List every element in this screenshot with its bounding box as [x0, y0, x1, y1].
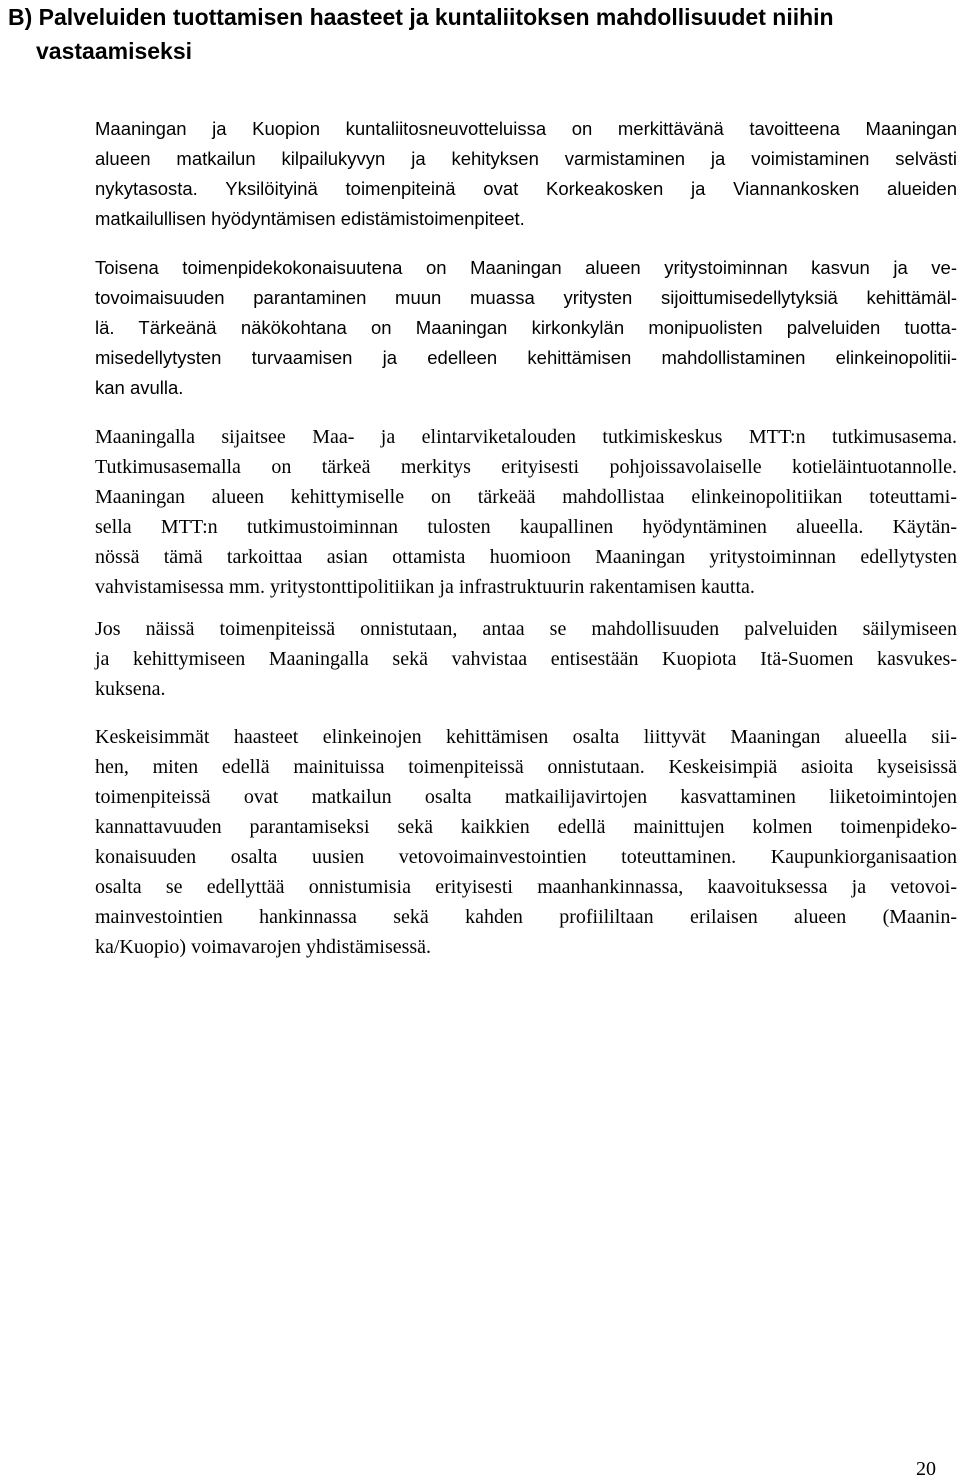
paragraph-research-station [95, 422, 957, 602]
text-line: ja kehittymiseen Maaningalla sekä vahvistaa entisestään Kuopiota Itä-Suomen kasvukes- [95, 648, 957, 670]
text-line: misedellytysten turvaamisen ja edelleen kehittämisen mahdollistaminen elinkeinopolitii- [95, 347, 957, 368]
section-heading-line-2: vastaamiseksi [36, 38, 193, 64]
text-line: kuksena. [95, 678, 166, 700]
page-number: 20 [916, 1458, 936, 1480]
paragraph-challenges [95, 722, 957, 962]
text-line: kannattavuuden parantamiseksi sekä kaikkien edellä mainittujen kolmen toimenpideko- [95, 816, 957, 838]
section-heading [8, 0, 938, 68]
text-line: vahvistamisessa mm. yritystonttipolitiikan ja infrastruktuurin rakentamisen kautta. [95, 576, 755, 598]
text-line: Maaningan alueen kehittymiselle on tärkeää mahdollistaa elinkeinopolitiikan toteuttami- [95, 486, 957, 508]
text-line: kan avulla. [95, 377, 184, 398]
text-line: nykytasosta. Yksilöityinä toimenpiteinä ovat Korkeakosken ja Viannankosken alueiden [95, 178, 957, 199]
text-line: matkailullisen hyödyntämisen edistämistoimenpiteet. [95, 208, 525, 229]
text-line: nössä tämä tarkoittaa asian ottamista huomioon Maaningan yritystoiminnan edellytysten [95, 546, 957, 568]
text-line: Toisena toimenpidekokonaisuutena on Maaningan alueen yritystoiminnan kasvun ja ve- [95, 257, 957, 278]
text-line: toimenpiteissä ovat matkailun osalta matkailijavirtojen kasvattaminen liiketoimintojen [95, 786, 957, 808]
text-line: sella MTT:n tutkimustoiminnan tulosten kaupallinen hyödyntäminen alueella. Käytän- [95, 516, 957, 538]
paragraph-business [95, 253, 957, 403]
section-heading-line-1: B) Palveluiden tuottamisen haasteet ja kuntaliitoksen mahdollisuudet niihin [8, 4, 834, 30]
text-line: Maaningalla sijaitsee Maa- ja elintarviketalouden tutkimiskeskus MTT:n tutkimusasema. [95, 426, 957, 448]
text-line: Maaningan ja Kuopion kuntaliitosneuvotteluissa on merkittävänä tavoitteena Maaningan [95, 118, 957, 139]
text-line: hen, miten edellä mainituissa toimenpiteissä onnistutaan. Keskeisimpiä asioita kyseisissä [95, 756, 957, 778]
text-line: osalta se edellyttää onnistumisia erityisesti maanhankinnassa, kaavoituksessa ja vetovoi- [95, 876, 957, 898]
text-line: Tutkimusasemalla on tärkeä merkitys erityisesti pohjoissavolaiselle kotieläintuotannolle. [95, 456, 957, 478]
paragraph-tourism [95, 114, 957, 234]
text-line: lä. Tärkeänä näkökohtana on Maaningan kirkonkylän monipuolisten palveluiden tuotta- [95, 317, 957, 338]
paragraph-success [95, 614, 957, 704]
text-line: mainvestointien hankinnassa sekä kahden profiililtaan erilaisen alueen (Maanin- [95, 906, 957, 928]
text-line: ka/Kuopio) voimavarojen yhdistämisessä. [95, 936, 432, 958]
text-line: tovoimaisuuden parantaminen muun muassa yritysten sijoittumisedellytyksiä kehittämäl- [95, 287, 957, 308]
text-line: Jos näissä toimenpiteissä onnistutaan, antaa se mahdollisuuden palveluiden säilymiseen [95, 618, 957, 640]
text-line: Keskeisimmät haasteet elinkeinojen kehittämisen osalta liittyvät Maaningan alueella sii- [95, 726, 957, 748]
text-line: konaisuuden osalta uusien vetovoimainvestointien toteuttaminen. Kaupunkiorganisaation [95, 846, 957, 868]
text-line: alueen matkailun kilpailukyvyn ja kehityksen varmistaminen ja voimistaminen selvästi [95, 148, 957, 169]
